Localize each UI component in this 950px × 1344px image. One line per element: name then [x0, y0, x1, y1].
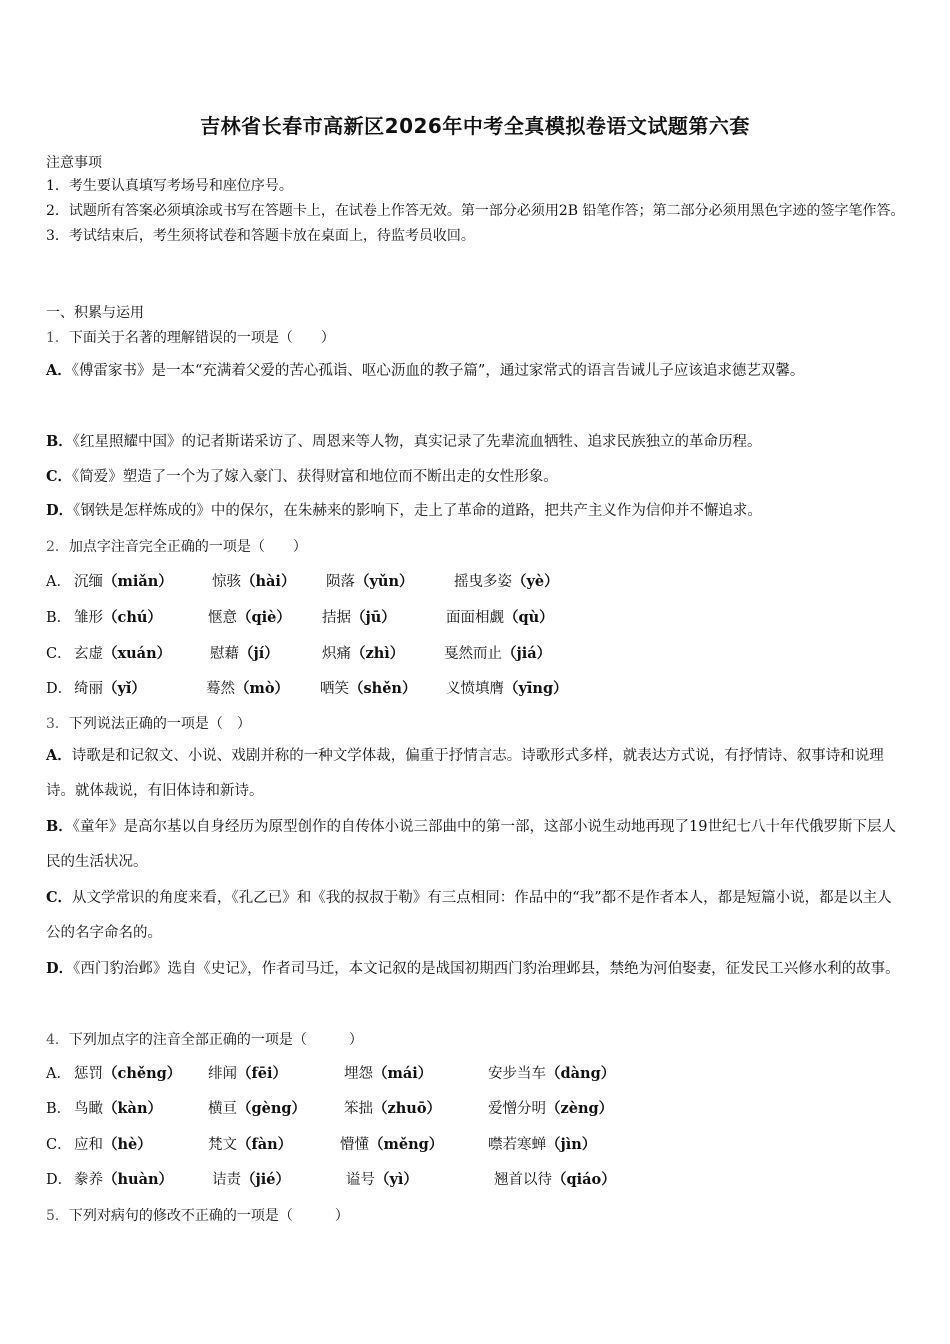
notice-item: 3．考试结束后，考生须将试卷和答题卡放在桌面上，待监考员收回。	[46, 228, 475, 244]
q4-option-key: B．	[46, 1101, 72, 1117]
q4-option-key: C．	[46, 1137, 72, 1153]
q4-a-item-2: 绯闻（fēi）	[208, 1065, 287, 1082]
q4-c-item-3: 懵懂（měng）	[340, 1136, 444, 1153]
question-3-option-c	[46, 880, 906, 951]
question-text: 下面关于名著的理解错误的一项是（ ）	[68, 330, 335, 346]
q4-c-item-2: 梵文（fàn）	[208, 1136, 293, 1153]
notice-item: 2．试题所有答案必须填涂或书写在答题卡上，在试卷上作答无效。第一部分必须用2B 铅笔作答；第二部分必须用黑色字迹的签字笔作答。	[46, 203, 905, 219]
question-1-option-c	[46, 459, 906, 495]
q4-d-item-4: 翘首以待（qiáo）	[494, 1171, 616, 1188]
q2-d-item-1: 绮丽（yǐ）	[74, 680, 146, 697]
question-text: 下列对病句的修改不正确的一项是（ ）	[68, 1208, 349, 1224]
q2-a-item-4: 摇曳多姿（yè）	[454, 573, 559, 590]
question-text: 加点字注音完全正确的一项是（ ）	[68, 539, 307, 555]
q2-a-item-1: 沉缅（miǎn）	[74, 573, 173, 590]
option-key: D．	[46, 960, 74, 977]
question-1-option-b	[46, 424, 906, 460]
q4-d-item-1: 豢养（huàn）	[74, 1171, 174, 1188]
q4-c-item-4: 噤若寒蝉（jìn）	[488, 1136, 597, 1153]
question-number: 1．	[46, 330, 69, 346]
notice-heading: 注意事项	[46, 155, 102, 171]
question-number: 4．	[46, 1032, 69, 1048]
q4-a-item-4: 安步当车（dàng）	[488, 1065, 616, 1082]
question-1-option-a	[46, 353, 906, 389]
q2-d-item-3: 哂笑（shěn）	[320, 680, 417, 697]
q2-d-item-4: 义愤填膺（yīng）	[446, 680, 568, 697]
q2-b-item-4: 面面相觑（qù）	[446, 609, 554, 626]
q2-c-item-2: 慰藉（jí）	[210, 645, 279, 662]
q4-option-key: A．	[46, 1066, 71, 1082]
q2-b-item-1: 雏形（chú）	[74, 609, 162, 626]
q4-d-item-3: 谥号（yì）	[346, 1171, 418, 1188]
section-heading: 一、积累与运用	[46, 305, 144, 321]
notice-list	[46, 174, 906, 249]
q4-d-item-2: 诘责（jié）	[212, 1171, 290, 1188]
option-text: 《红星照耀中国》的记者斯诺采访了、周恩来等人物，真实记录了先辈流血牺牲、追求民族独立的革命历程。	[72, 434, 762, 450]
question-3-stem	[46, 713, 251, 733]
q4-b-item-4: 爱憎分明（zèng）	[488, 1100, 614, 1117]
option-key: D．	[46, 502, 74, 519]
option-text: 《钢铁是怎样炼成的》中的保尔，在朱赫来的影响下，走上了革命的道路，把共产主义作为信仰并不懈追求。	[73, 503, 762, 519]
option-text: 《童年》是高尔基以自身经历为原型创作的自传体小说三部曲中的第一部，这部小说生动地再现了19世纪七八十年代俄罗斯下层人民的生活状况。	[46, 819, 896, 870]
option-key: B．	[46, 818, 73, 835]
q4-a-item-3: 埋怨（mái）	[344, 1065, 433, 1082]
q4-b-item-1: 鸟瞰（kàn）	[74, 1100, 162, 1117]
question-3-option-d	[46, 951, 906, 987]
option-key: C．	[46, 889, 73, 906]
q2-c-item-3: 炽痛（zhì）	[322, 645, 405, 662]
q2-option-key: C．	[46, 646, 72, 662]
q2-a-item-3: 陨落（yǔn）	[326, 573, 414, 590]
q4-c-item-1: 应和（hè）	[74, 1136, 152, 1153]
question-number: 3．	[46, 716, 69, 732]
q2-a-item-2: 惊骇（hài）	[212, 573, 296, 590]
q2-option-key: B．	[46, 610, 72, 626]
page-title: 吉林省长春市高新区2026年中考全真模拟卷语文试题第六套	[200, 114, 750, 138]
q4-a-item-1: 惩罚（chěng）	[74, 1065, 182, 1082]
question-5-stem	[46, 1205, 349, 1225]
question-2-stem	[46, 536, 307, 556]
option-key: A．	[46, 362, 72, 379]
question-number: 5．	[46, 1208, 69, 1224]
question-number: 2．	[46, 539, 69, 555]
q2-option-key: D．	[46, 681, 73, 697]
q2-b-item-3: 拮据（jū）	[322, 609, 396, 626]
question-text: 下列加点字的注音全部正确的一项是（ ）	[68, 1032, 363, 1048]
option-text: 《简爱》塑造了一个为了嫁入豪门、获得财富和地位而不断出走的女性形象。	[72, 469, 558, 485]
q2-c-item-1: 玄虚（xuán）	[74, 645, 172, 662]
option-text: 从文学常识的角度来看，《孔乙已》和《我的叔叔于勒》有三点相同：作品中的“我”都不是作者本人，都是短篇小说，都是以主人公的名字命名的。	[46, 890, 892, 941]
option-key: A．	[46, 747, 72, 764]
question-3-option-b	[46, 809, 906, 880]
q2-d-item-2: 蓦然（mò）	[206, 680, 290, 697]
option-key: B．	[46, 433, 73, 450]
option-text: 诗歌是和记叙文、小说、戏剧并称的一种文学体裁，偏重于抒情言志。诗歌形式多样，就表达方式说，有抒情诗、叙事诗和说理诗。就体裁说，有旧体诗和新诗。	[46, 748, 884, 799]
q4-b-item-2: 横亘（gèng）	[208, 1100, 307, 1117]
question-text: 下列说法正确的一项是（ ）	[68, 716, 251, 732]
question-1-stem	[46, 327, 335, 347]
question-3-option-a	[46, 738, 906, 809]
q2-b-item-2: 惬意（qiè）	[208, 609, 291, 626]
q2-c-item-4: 戛然而止（jiá）	[444, 645, 552, 662]
notice-item: 1．考生要认真填写考场号和座位序号。	[46, 178, 293, 194]
q4-option-key: D．	[46, 1172, 73, 1188]
option-text: 《西门豹治邺》选自《史记》，作者司马迁，本文记叙的是战国初期西门豹治理邺县，禁绝为河伯娶妻，征发民工兴修水利的故事。	[73, 961, 900, 977]
question-1-option-d	[46, 493, 906, 529]
question-4-stem	[46, 1029, 363, 1049]
option-text: 《傅雷家书》是一本“充满着父爱的苦心孤诣、呕心沥血的教子篇”，通过家常式的语言告诫儿子应该追求德艺双馨。	[71, 363, 805, 379]
option-key: C．	[46, 468, 73, 485]
q2-option-key: A．	[46, 574, 71, 590]
q4-b-item-3: 笨拙（zhuō）	[344, 1100, 441, 1117]
